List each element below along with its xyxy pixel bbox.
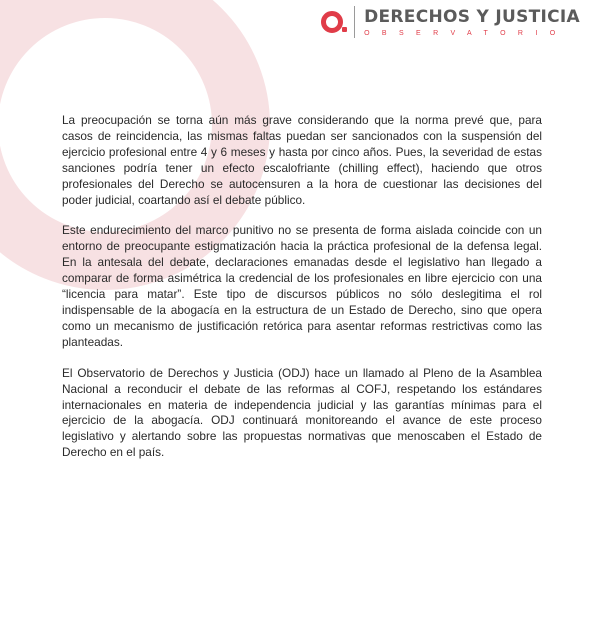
- logo-icon: [321, 11, 343, 33]
- paragraph: Este endurecimiento del marco punitivo no se presenta de forma aislada coincide con un entorno de preocupante estigmatización hacia la práctica profesional de la defensa legal. En la antesala del debate, declaraciones emanadas desde el legislativo han llegado a comparar de forma asimétrica la credencial de los profesionales en libre ejercicio con una “licencia para matar”. Este tipo de discursos públicos no sólo deslegitima el rol indispensable de la abogacía en la estructura de un Estado de Derecho, sino que opera como un mecanismo de justificación retórica para asentar reformas restrictivas como las planteadas.: [62, 223, 542, 349]
- logo-text: [364, 7, 580, 38]
- logo-divider: [354, 6, 355, 38]
- logo-title: DERECHOS Y JUSTICIA: [364, 6, 580, 27]
- paragraph: El Observatorio de Derechos y Justicia (ODJ) hace un llamado al Pleno de la Asamblea Nacional a reconducir el debate de las reformas al COFJ, respetando los estándares internacionales en materia de independencia judicial y las garantías mínimas para el ejercicio de la abogacía. ODJ continuará monitoreando el avance de este proceso legislativo y alertando sobre las propuestas normativas que menoscaben el Estado de Derecho en el país.: [62, 365, 542, 460]
- logo-subtitle: OBSERVATORIO: [364, 29, 568, 37]
- header-logo: [321, 6, 580, 38]
- paragraph: La preocupación se torna aún más grave considerando que la norma prevé que, para casos de reincidencia, las mismas faltas puedan ser sancionados con la suspensión del ejercicio profesional entre 4 y 6 meses y hasta por cinco años. Pues, la severidad de estas sanciones podría tener un efecto escalofriante (chilling effect), haciendo que otros profesionales del Derecho se autocensuren a la hora de cuestionar las decisiones del poder judicial, coartando así el debate público.: [62, 113, 542, 207]
- document-body: [62, 113, 542, 476]
